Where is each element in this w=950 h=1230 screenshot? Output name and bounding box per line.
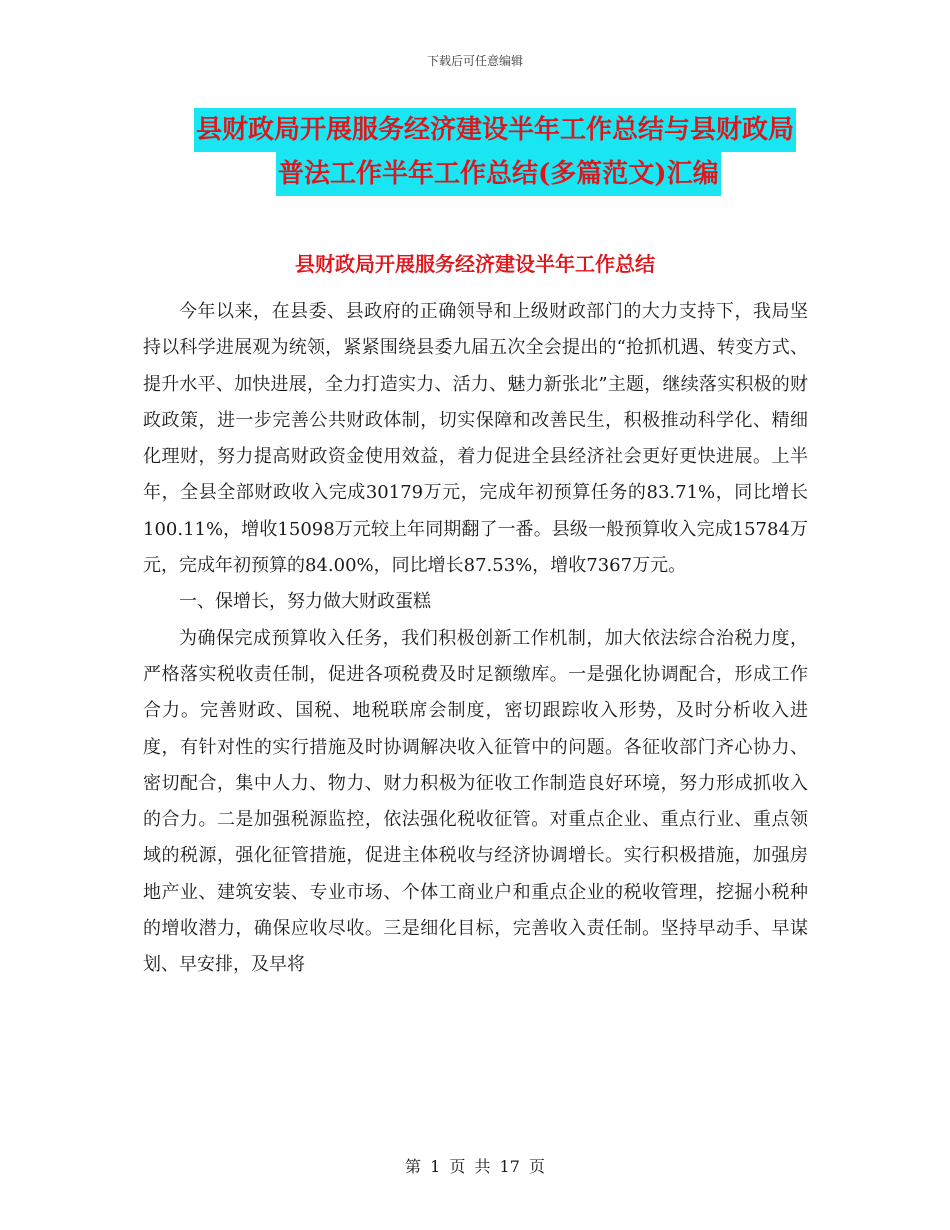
document-title-line-2: 普法工作半年工作总结(多篇范文)汇编 xyxy=(276,152,721,196)
document-body xyxy=(143,294,808,984)
paragraph-intro: 今年以来，在县委、县政府的正确领导和上级财政部门的大力支持下，我局坚持以科学进展观为统领，紧紧围绕县委九届五次全会提出的“抢抓机遇、转变方式、提升水平、加快进展，全力打造实力、活力、魅力新张北”主题，继续落实积极的财政政策，进一步完善公共财政体制，切实保障和改善民生，积极推动科学化、精细化理财，努力提高财政资金使用效益，着力促进全县经济社会更好更快进展。上半年，全县全部财政收入完成30179万元，完成年初预算任务的83.71%，同比增长100.11%，增收15098万元较上年同期翻了一番。县级一般预算收入完成15784万元，完成年初预算的84.00%，同比增长87.53%，增收7367万元。 xyxy=(143,301,808,577)
paragraph-heading-1: 一、保增长，努力做大财政蛋糕 xyxy=(179,591,431,613)
page-footer: 第 1 页 共 17 页 xyxy=(405,1157,545,1176)
section-title: 县财政局开展服务经济建设半年工作总结 xyxy=(295,252,655,276)
document-title-line-1: 县财政局开展服务经济建设半年工作总结与县财政局 xyxy=(194,108,796,152)
document-title xyxy=(150,108,810,196)
header-note: 下载后可任意编辑 xyxy=(426,54,523,68)
paragraph-revenue: 为确保完成预算收入任务，我们积极创新工作机制，加大依法综合治税力度，严格落实税收责任制，促进各项税费及时足额缴库。一是强化协调配合，形成工作合力。完善财政、国税、地税联席会制度，密切跟踪收入形势，及时分析收入进度，有针对性的实行措施及时协调解决收入征管中的问题。各征收部门齐心协力、密切配合，集中人力、物力、财力积极为征收工作制造良好环境，努力形成抓收入的合力。二是加强税源监控，依法强化税收征管。对重点企业、重点行业、重点领域的税源，强化征管措施，促进主体税收与经济协调增长。实行积极措施，加强房地产业、建筑安装、专业市场、个体工商业户和重点企业的税收管理，挖掘小税种的增收潜力，确保应收尽收。三是细化目标，完善收入责任制。坚持早动手、早谋划、早安排，及早将 xyxy=(143,627,808,976)
